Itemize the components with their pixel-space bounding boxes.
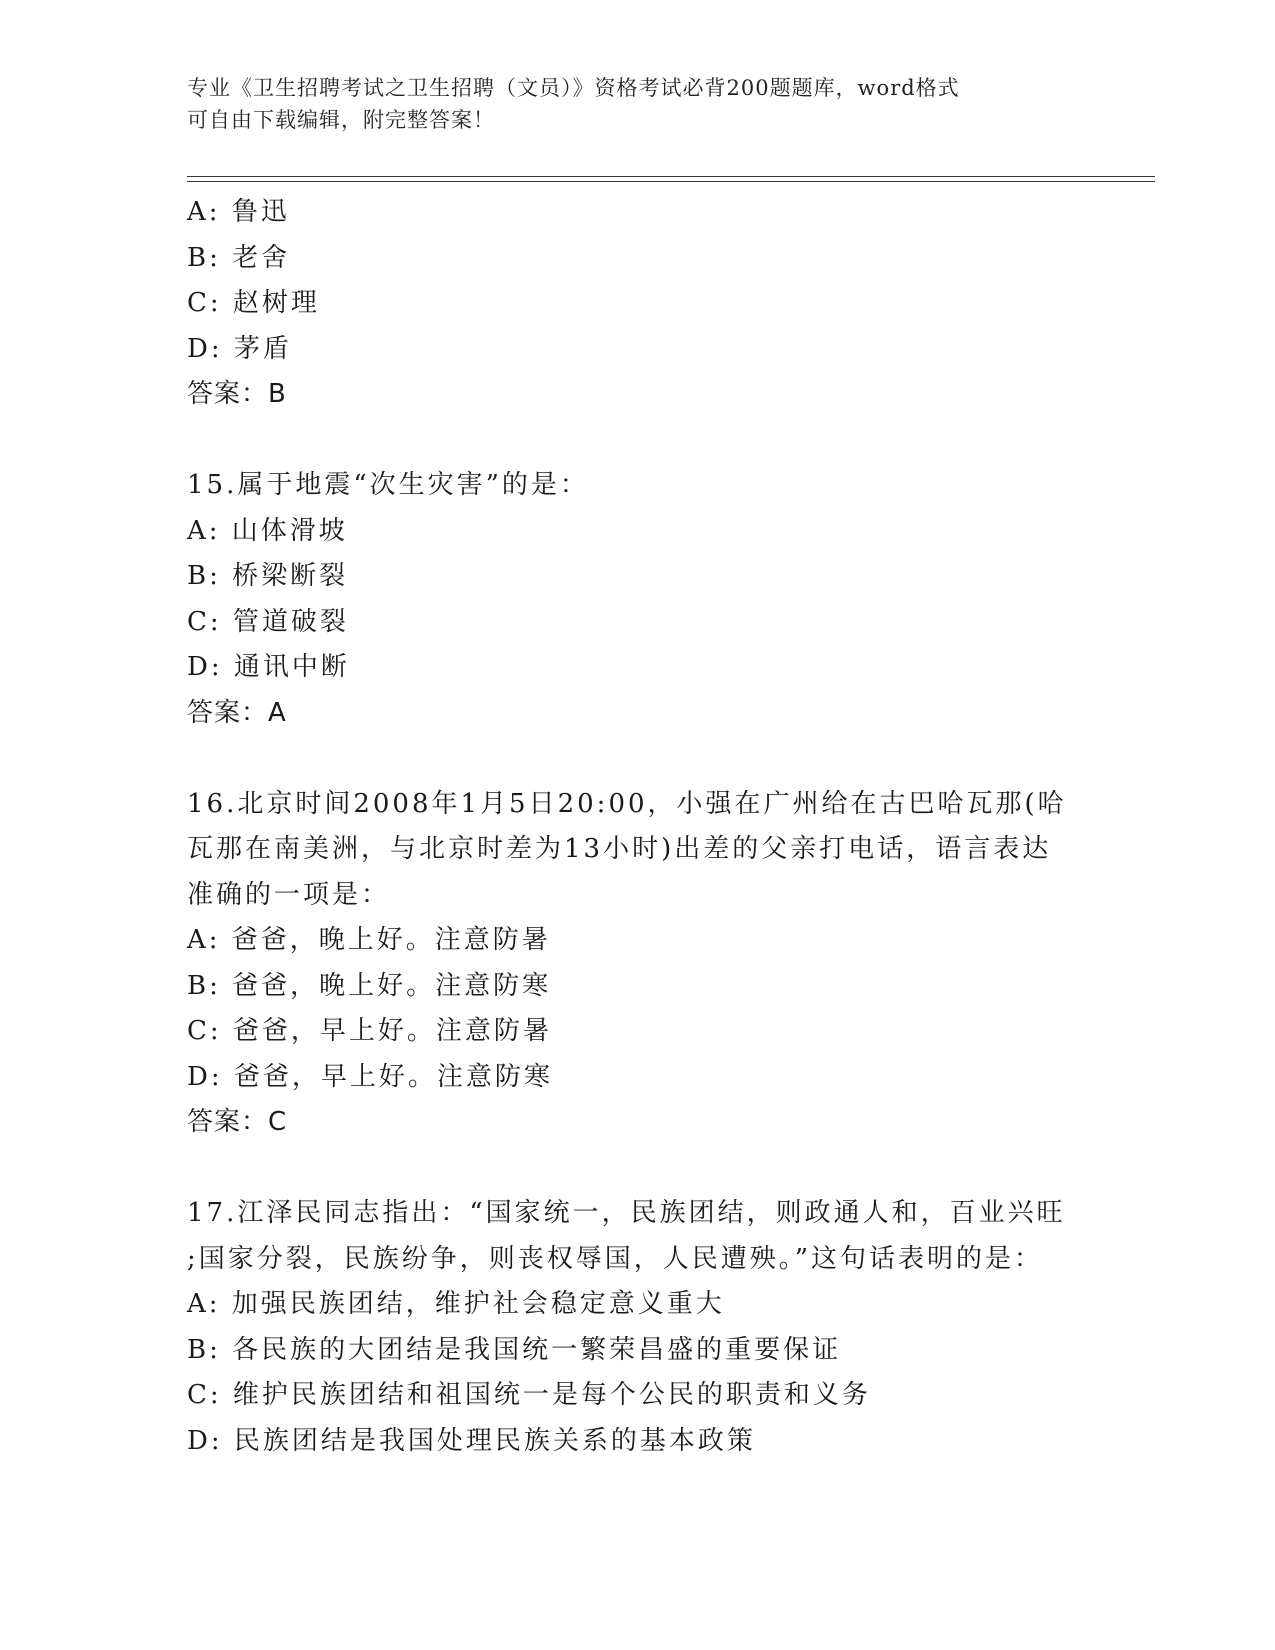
option-c: C: 管道破裂 xyxy=(187,606,349,637)
spacer xyxy=(187,418,1087,464)
header-title-line-2: 可自由下载编辑，附完整答案！ xyxy=(187,108,495,132)
question-block-17 xyxy=(187,1191,1087,1464)
question-text: 15.属于地震“次生灾害”的是： xyxy=(187,470,589,500)
option-d: D: 通讯中断 xyxy=(187,652,350,682)
header-divider-top xyxy=(187,176,1155,177)
option-c: C: 赵树理 xyxy=(187,288,320,318)
option-d: D: 茅盾 xyxy=(187,333,292,364)
option-c: C: 维护民族团结和祖国统一是每个公民的职责和义务 xyxy=(187,1380,871,1410)
option-a: A: 鲁迅 xyxy=(187,197,290,227)
header-divider-bottom xyxy=(187,181,1155,182)
option-b: B: 老舍 xyxy=(187,242,291,273)
answer-line: 答案：C xyxy=(187,1107,288,1137)
question-text-line-2: ;国家分裂，民族纷争，则丧权辱国，人民遭殃。”这句话表明的是： xyxy=(187,1243,1044,1274)
header-title-line-1: 专业《卫生招聘考试之卫生招聘（文员）》资格考试必背200题题库，word格式 xyxy=(187,76,960,100)
question-text-line-1: 16.北京时间2008年1月5日20:00，小强在广州给在古巴哈瓦那(哈 xyxy=(187,788,1067,819)
spacer xyxy=(187,736,1087,782)
option-a: A: 加强民族团结，维护社会稳定意义重大 xyxy=(187,1289,725,1319)
option-a: A: 山体滑坡 xyxy=(187,515,348,546)
answer-line: 答案：A xyxy=(187,697,287,728)
question-text-line-3: 准确的一项是： xyxy=(187,879,391,910)
question-text-line-1: 17.江泽民同志指出：“国家统一，民族团结，则政通人和，百业兴旺 xyxy=(187,1198,1066,1228)
question-block-15 xyxy=(187,463,1087,736)
option-d: D: 爸爸，早上好。注意防寒 xyxy=(187,1061,553,1092)
document-header xyxy=(187,72,1067,136)
option-c: C: 爸爸，早上好。注意防暑 xyxy=(187,1016,552,1046)
option-b: B: 桥梁断裂 xyxy=(187,561,349,591)
question-block-14 xyxy=(187,190,1087,418)
question-list xyxy=(187,190,1087,1464)
option-a: A: 爸爸，晚上好。注意防暑 xyxy=(187,925,551,955)
option-d: D: 民族团结是我国处理民族关系的基本政策 xyxy=(187,1425,756,1456)
option-b: B: 爸爸，晚上好。注意防寒 xyxy=(187,970,552,1001)
answer-line: 答案：B xyxy=(187,379,287,409)
question-text-line-2: 瓦那在南美洲，与北京时差为13小时)出差的父亲打电话，语言表达 xyxy=(187,834,1052,864)
spacer xyxy=(187,1146,1087,1192)
option-b: B: 各民族的大团结是我国统一繁荣昌盛的重要保证 xyxy=(187,1334,842,1365)
question-block-16 xyxy=(187,782,1087,1146)
